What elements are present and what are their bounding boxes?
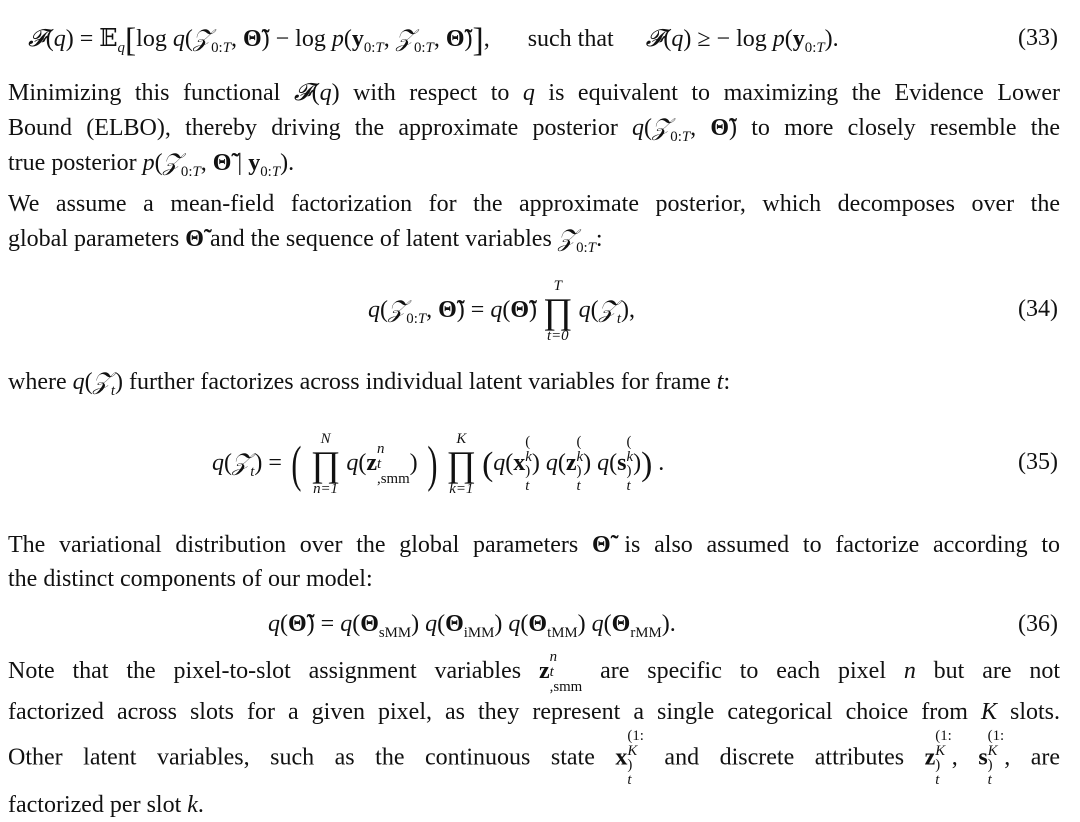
paragraph-global-line-2: the distinct components of our model:: [8, 566, 373, 592]
equation-36: [0, 594, 1080, 654]
equation-33-content: 𝓕(q) = 𝔼$_q$[log q(𝒵$_{0:T}$, Θ̃) − $\log p(y_{0:T}$, 𝒵$_{0:T}$, Θ̃)], such that 𝓕(q) ≥ − $\log p(y_{0:T})$.: [28, 21, 839, 59]
paragraph-mean-field-line-1: We assume a mean-field factorization for the approximate posterior, which decomposes over the: [8, 191, 1060, 217]
paragraph-note-line-3: Other latent variables, such as the continuous state x (1: K ) t and discrete attributes z (1: K ) t , s (1: K ) t , are: [8, 727, 1061, 789]
equation-33: [0, 8, 1080, 68]
equation-34-number: (34): [1018, 296, 1058, 322]
equation-36-number: (36): [1018, 611, 1058, 637]
paragraph-global-params: [8, 528, 1060, 596]
paragraph-elbo-line-1: Minimizing this functional 𝓕(q) with respect to q is equivalent to maximizing the Evidence Lower: [8, 78, 1060, 106]
equation-33-such-that: such that: [527, 26, 614, 52]
paragraph-assignment-note: [8, 650, 1060, 822]
equation-34: [0, 268, 1080, 350]
paragraph-note-line-1: Note that the pixel-to-slot assignment variables z n t ,smm are specific to each pixel n but are not: [8, 649, 1060, 695]
equation-33-number: (33): [1018, 25, 1058, 51]
paragraph-elbo: [8, 75, 1060, 180]
paragraph-elbo-line-2: Bound (ELBO), thereby driving the approximate posterior q(𝒵$_{0:T}$, Θ̃) to more closely resemble the: [8, 113, 1061, 145]
paragraph-note-line-4: factorized per slot k.: [8, 792, 204, 819]
product-operator: T ∏ t=0: [543, 277, 573, 345]
product-operator-k: K ∏ k=1: [446, 430, 477, 498]
paragraph-elbo-line-3: true posterior p(𝒵$_{0:T}$, Θ̃ | $y_{0:T}$).: [8, 148, 295, 180]
paragraph-mean-field-line-2: global parameters Θ̃ and the sequence of latent variables 𝒵$_{0:T}$:: [8, 224, 603, 256]
product-operator-n: N ∏ n=1: [310, 430, 341, 498]
paragraph-mean-field: [8, 187, 1060, 256]
paragraph-global-line-1: The variational distribution over the global parameters Θ̃ is also assumed to factorize according to: [8, 532, 1061, 558]
equation-36-content: q(Θ̃) = $q(\Theta_{sMM})$ $q(\Theta_{iMM})$ $q(\Theta_{tMM})$ $q(\Theta_{rMM})$.: [268, 611, 676, 641]
equation-35-content: q(𝒵$_t$) = ( N ∏ n=1 q(z n t ,smm ) ) K ∏ k=1 (q(x ( k ) t ) q(z ( k ) t ) q(s ( k ) t )) .: [212, 430, 665, 498]
equation-35: [0, 418, 1080, 506]
paragraph-note-line-2: factorized across slots for a given pixel, as they represent a single categorical choice from K slots.: [8, 698, 1060, 725]
paragraph-frame-factorization: [8, 364, 1060, 399]
equation-34-content: q(𝒵$_{0:T}$, Θ̃) = q(Θ̃) T ∏ t=0 q(𝒵$_t$),: [368, 277, 636, 345]
paragraph-frame-line-1: where q(𝒵$_t$) further factorizes across individual latent variables for frame t:: [8, 367, 731, 399]
equation-35-number: (35): [1018, 449, 1058, 475]
